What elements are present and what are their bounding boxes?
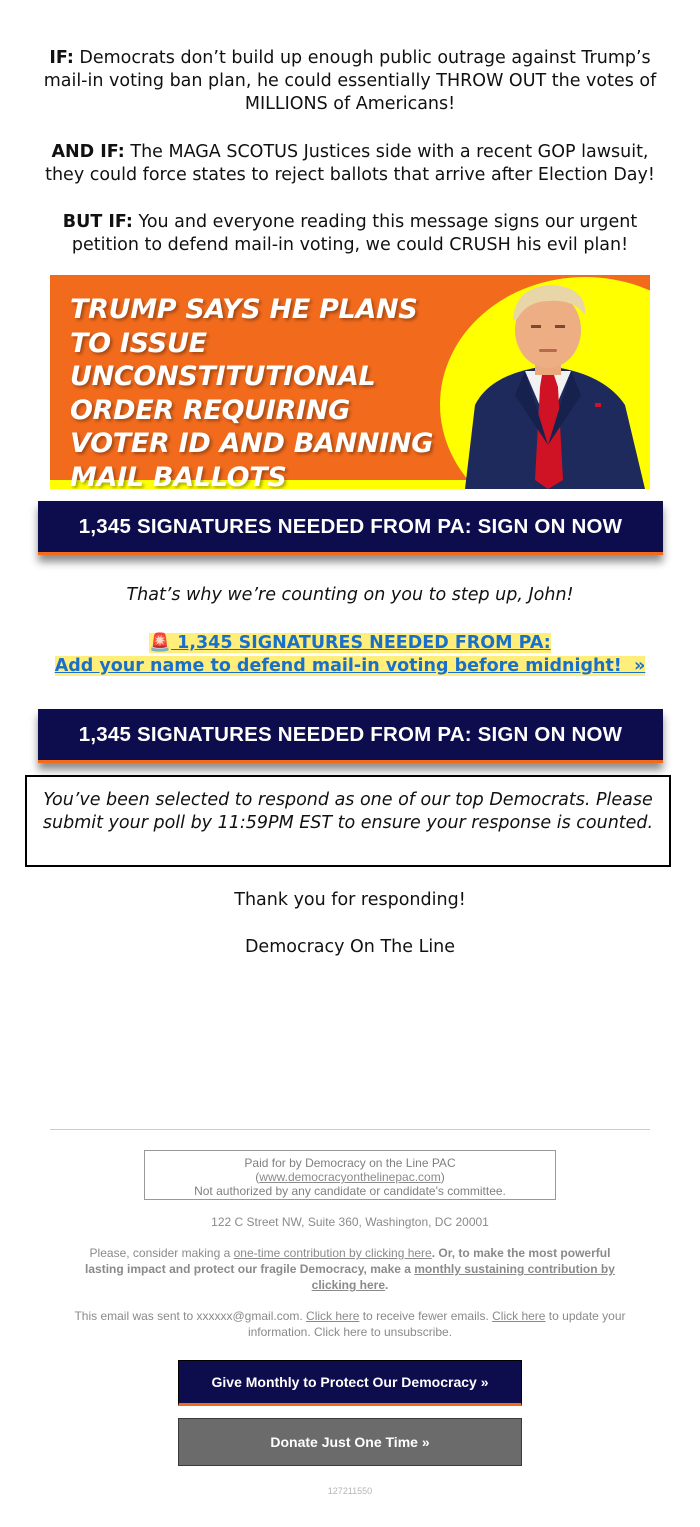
paid-url-close: ) [440,1170,445,1184]
selected-notice-text: You’ve been selected to respond as one of our top Democrats. Please submit your poll by 11:59PM EST to ensure your response is counted. [42,790,654,833]
monthly-contribution-link[interactable]: monthly sustaining contribution by clicking here [311,1262,615,1292]
fewer-emails-text: to receive fewer emails. [359,1309,493,1323]
signatures-needed-link[interactable] [30,632,670,655]
add-your-name-link[interactable] [30,655,670,678]
add-your-name-link-text: Add your name to defend mail-in voting before midnight! [54,656,622,676]
intro-paragraph-3 [30,211,670,257]
signoff-text: Democracy On The Line [244,937,456,957]
intro-text-1: Democrats don’t build up enough public outrage against Trump’s mail-in voting ban plan, he could essentially THROW OUT the votes of MILLIONS of Americans! [43,48,657,114]
pac-website-link[interactable]: www.democracyonthelinepac.com [259,1170,441,1184]
contribution-end: . [385,1278,389,1292]
siren-icon: 🚨 [149,633,172,653]
contribution-mid-text: . Or, to make the most powerful lasting impact and protect our fragile Democracy, make a [85,1246,611,1276]
tracking-code: 127211550 [327,1486,373,1496]
intro-paragraph-1 [30,47,670,116]
contribution-intro: Please, consider making a [89,1246,234,1260]
paid-for-disclaimer [144,1150,556,1200]
paid-for-url-line [145,1170,555,1184]
sent-to-text: This email was sent to xxxxxx@gmail.com. [74,1309,307,1323]
give-monthly-button[interactable]: Give Monthly to Protect Our Democracy » [178,1360,522,1406]
footer-divider [50,1129,650,1130]
intro-text-2: The MAGA SCOTUS Justices side with a recent GOP lawsuit, they could force states to reject ballots that arrive after Election Day! [45,142,655,185]
paid-url-open: ( [255,1170,260,1184]
selected-notice-box [25,775,671,867]
thank-you-text: Thank you for responding! [234,890,466,910]
not-authorized-line: Not authorized by any candidate or candidate's committee. [194,1184,506,1198]
sign-now-button-bottom[interactable]: 1,345 SIGNATURES NEEDED FROM PA: SIGN ON NOW [38,709,663,763]
intro-label-but-if: BUT IF: [62,212,133,232]
double-chevron-right-icon: » [633,656,646,676]
email-sent-paragraph [70,1308,630,1340]
one-time-contribution-link[interactable]: one-time contribution by clicking here [233,1246,432,1260]
intro-paragraph-2 [30,141,670,187]
banner-headline: TRUMP SAYS HE PLANS TO ISSUE UNCONSTITUTIONAL ORDER REQUIRING VOTER ID AND BANNING MAIL BALLOTS [70,294,434,489]
contribution-paragraph [70,1245,630,1293]
intro-label-and-if: AND IF: [51,142,125,162]
mailing-address: 122 C Street NW, Suite 360, Washington, DC 20001 [211,1215,489,1229]
donate-one-time-button[interactable]: Donate Just One Time » [178,1418,522,1466]
signatures-needed-link-text: 1,345 SIGNATURES NEEDED FROM PA: [177,633,551,653]
update-info-link[interactable]: Click here [492,1309,546,1323]
unsubscribe-text: to update your information. Click here to unsubscribe. [247,1309,626,1339]
intro-label-if: IF: [49,48,74,68]
news-banner-image[interactable] [50,275,650,489]
intro-text-3: You and everyone reading this message signs our urgent petition to defend mail-in voting, we could CRUSH his evil plan! [71,212,638,255]
fewer-emails-link[interactable]: Click here [306,1309,360,1323]
counting-on-you-text: That’s why we’re counting on you to step up, John! [126,585,574,605]
sign-now-button-top[interactable]: 1,345 SIGNATURES NEEDED FROM PA: SIGN ON NOW [38,501,663,555]
trump-portrait-icon [445,275,650,489]
paid-for-line: Paid for by Democracy on the Line PAC [244,1156,456,1170]
